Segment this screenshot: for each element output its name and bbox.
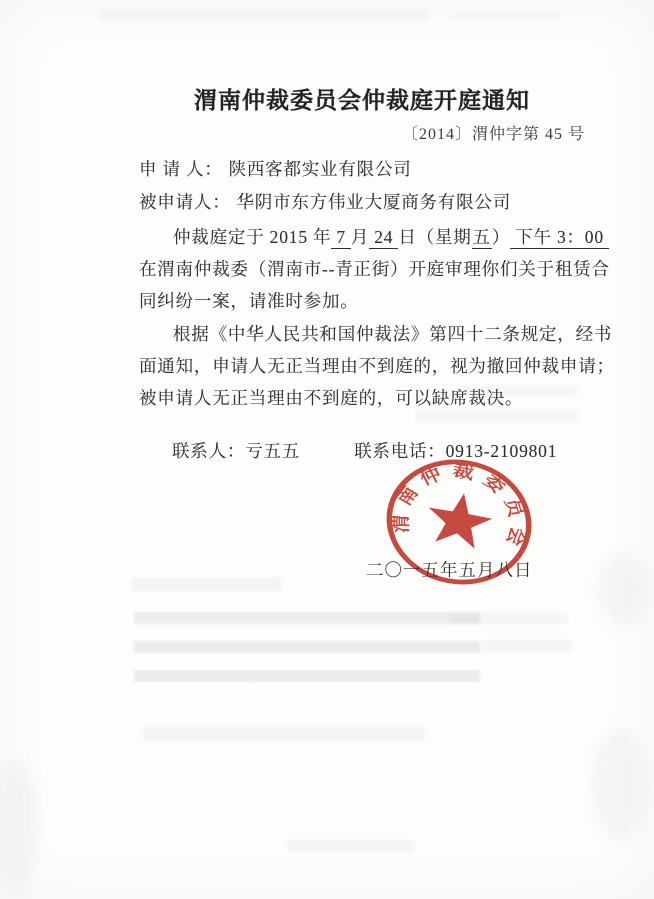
seal-star-icon bbox=[423, 488, 496, 551]
contact-phone-label: 联系电话： bbox=[354, 441, 446, 461]
hearing-day-filled: 24 bbox=[369, 227, 398, 249]
applicant-label: 申 请 人： bbox=[139, 159, 223, 179]
hearing-line-2: 在渭南仲裁委（渭南市--青正街）开庭审理你们关于租赁合 bbox=[139, 259, 610, 279]
hearing-sep3: ） bbox=[491, 227, 511, 247]
scan-artifact bbox=[100, 10, 430, 21]
respondent-line bbox=[139, 189, 599, 214]
issue-date: 二〇一五年五月八日 bbox=[366, 560, 533, 580]
bleed-through-line bbox=[287, 840, 415, 852]
scan-shadow bbox=[592, 730, 647, 840]
bleed-through-paragraph bbox=[134, 612, 480, 694]
applicant-name: 陕西客都实业有限公司 bbox=[228, 159, 412, 179]
hearing-line-3: 同纠纷一案，请准时参加。 bbox=[139, 291, 359, 311]
hearing-line-1 bbox=[139, 224, 604, 249]
scan-shadow bbox=[598, 555, 648, 625]
contact-phone-number: 0913-2109801 bbox=[445, 441, 558, 461]
legal-line-1: 根据《中华人民共和国仲裁法》第四十二条规定，经书 bbox=[173, 324, 613, 344]
bleed-through-line bbox=[143, 727, 425, 741]
legal-line-2: 面通知，申请人无正当理由不到庭的，视为撤回仲裁申请； bbox=[139, 356, 615, 376]
scan-artifact bbox=[452, 12, 562, 20]
seal-arc-text: 渭南仲裁委员会 bbox=[389, 461, 530, 556]
legal-line-3: 被申请人无正当理由不到庭的，可以缺席裁决。 bbox=[139, 388, 524, 408]
hearing-sep1: 月 bbox=[350, 227, 370, 247]
respondent-label: 被申请人： bbox=[139, 192, 231, 212]
hearing-month-filled: 7 bbox=[331, 227, 351, 249]
contact-person-label: 联系人： bbox=[172, 441, 246, 461]
respondent-name: 华阴市东方伟业大厦商务有限公司 bbox=[236, 192, 511, 212]
bleed-through-line bbox=[482, 640, 572, 652]
hearing-sep2: 日（星期 bbox=[398, 227, 472, 247]
bleed-through-mark bbox=[416, 410, 578, 422]
hearing-weekday-filled: 五 bbox=[472, 227, 491, 247]
scan-shadow bbox=[0, 760, 38, 890]
applicant-line bbox=[139, 156, 599, 181]
contact-person-name: 亏五五 bbox=[245, 441, 301, 461]
document-title: 渭南仲裁委员会仲裁庭开庭通知 bbox=[194, 88, 530, 113]
bleed-through-line bbox=[132, 578, 282, 591]
hearing-time-filled: 下午 3：00 bbox=[510, 227, 609, 249]
document-number: 〔2014〕渭仲字第 45 号 bbox=[401, 126, 585, 143]
bleed-through-line bbox=[450, 613, 568, 624]
hearing-pre: 仲裁庭定于 2015 年 bbox=[173, 227, 332, 247]
